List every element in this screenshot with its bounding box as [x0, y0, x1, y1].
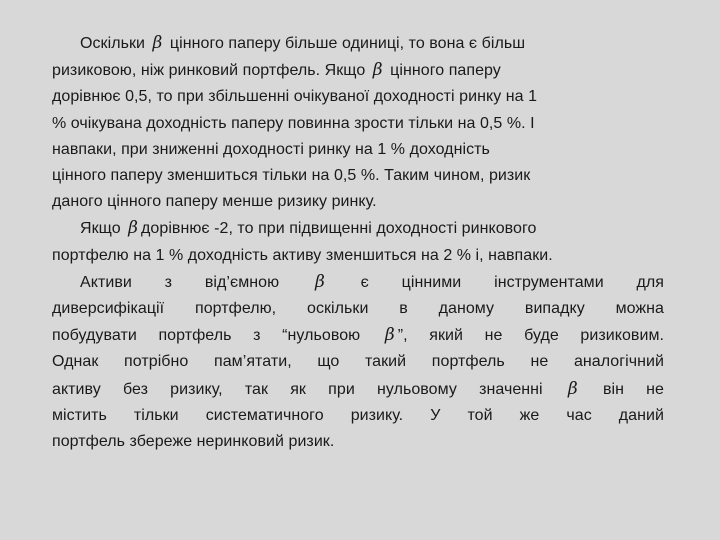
p3-line-1-text-c: є цінними інструментами для [360, 273, 665, 291]
beta-symbol: β [384, 325, 395, 346]
p2-line-1-text-c: дорівнює -2, то при підвищенні доходності ринкового [141, 220, 537, 238]
p3-line-4: Однак потрібно пам’ятати, що такий портфель не аналогічний [52, 353, 664, 371]
beta-symbol: β [567, 378, 578, 399]
beta-symbol: β [128, 218, 139, 239]
p3-line-2: диверсифікації портфелю, оскільки в даному випадку можна [52, 300, 664, 318]
p2-line-1 [52, 215, 664, 242]
p3-line-3-text-c: ”, який не буде ризиковим. [397, 327, 665, 345]
p1-line-2 [52, 57, 664, 84]
p3-line-5-text-c: він не [602, 380, 664, 398]
p3-line-1 [52, 269, 664, 296]
p3-line-3-text-a: побудувати портфель з “нульовою [52, 327, 361, 345]
p1-line-7: даного цінного паперу менше ризику ринку. [52, 193, 377, 211]
p2-line-1-text-a: Якщо [80, 220, 121, 238]
beta-symbol: β [152, 33, 163, 53]
p3-line-1-text-a: Активи з від’ємною [80, 273, 280, 291]
text-block [52, 30, 664, 455]
p3-line-3 [52, 322, 664, 349]
p1-line-1-text-c: цінного паперу більше одиниці, то вона є більш [169, 35, 526, 52]
p1-line-6: цінного паперу зменшиться тільки на 0,5 %. Таким чином, ризик [52, 167, 531, 185]
p2-line-2: портфелю на 1 % доходність активу зменшиться на 2 % і, навпаки. [52, 246, 553, 264]
p3-line-7: портфель збереже неринковий ризик. [52, 433, 335, 451]
p1-line-2-text-c: цінного паперу [390, 62, 501, 80]
paragraph-2 [52, 215, 664, 268]
p1-line-4: % очікувана доходність паперу повинна зрости тільки на 0,5 %. І [52, 114, 535, 132]
p3-line-5 [52, 376, 664, 403]
p1-line-3: дорівнює 0,5, то при збільшенні очікуваної доходності ринку на 1 [52, 88, 538, 106]
paragraph-1 [52, 30, 664, 215]
p3-line-6: містить тільки систематичного ризику. У той же час даний [52, 406, 664, 424]
paragraph-3 [52, 269, 664, 455]
beta-symbol: β [372, 60, 383, 81]
p1-line-5: навпаки, при зниженні доходності ринку на 1 % доходність [52, 140, 490, 158]
p3-line-5-text-a: активу без ризику, так як при нульовому значенні [52, 380, 543, 398]
p1-line-1-text-a: Оскільки [80, 35, 146, 52]
beta-symbol: β [314, 271, 325, 292]
p1-line-2-text-a: ризиковою, ніж ринковий портфель. Якщо [52, 62, 366, 80]
p1-line-1 [52, 30, 664, 57]
